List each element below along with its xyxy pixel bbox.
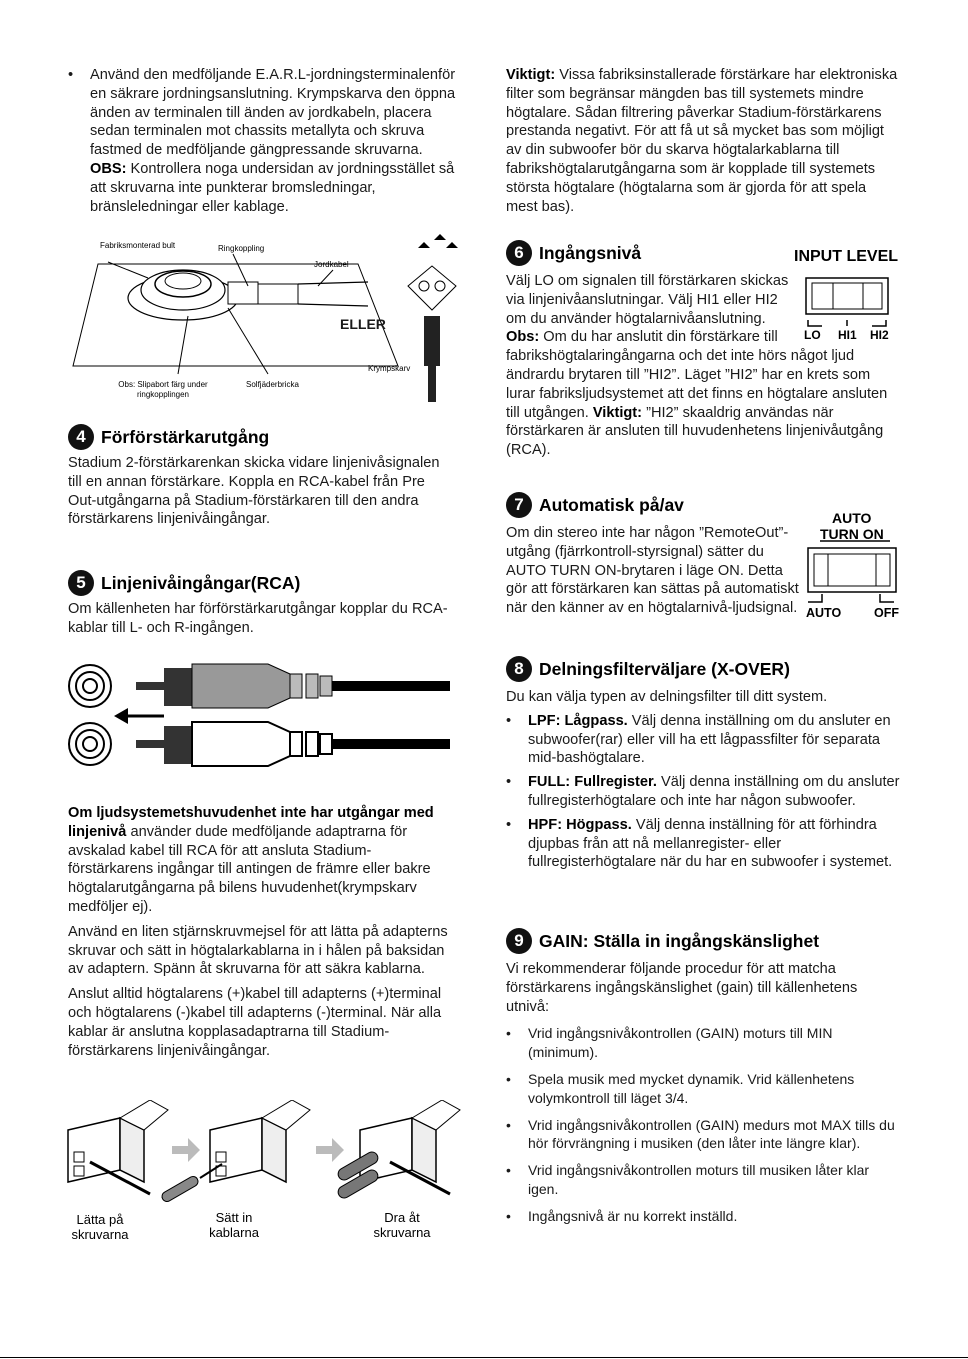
- section-4-body: Stadium 2-förstärkarenkan skicka vidare linjenivåsignalen till en annan förstärkare. Koppla en RCA-kabel från Pre Out-utgångarna på Stadium-förstärkaren till den andra förstärkarens linjenivåingångar.: [68, 455, 440, 528]
- page-bottom-rule: [0, 1357, 968, 1358]
- switch-title-auto: AUTO: [832, 510, 872, 526]
- auto-turn-on-switch: [806, 508, 904, 624]
- bullet-dot: •: [506, 712, 512, 729]
- bullet-dot: •: [506, 1162, 511, 1179]
- section-title: Automatisk på/av: [539, 494, 684, 515]
- label-ring: Ringkoppling: [218, 244, 265, 253]
- section-number: 8: [506, 656, 532, 682]
- bullet-item: [68, 66, 456, 216]
- section-title: Förförstärkarutgång: [101, 426, 270, 447]
- section-8: [506, 656, 902, 872]
- section-9-intro: Vi rekommenderar följande procedur för att matcha förstärkarens ingångskänslighet (gain) till källenhetens utnivå:: [506, 961, 858, 1015]
- bullet-dot: •: [68, 67, 74, 83]
- section-title: GAIN: Ställa in ingångskänslighet: [539, 930, 820, 951]
- important-note: [506, 66, 898, 216]
- gain-step: • Spela musik med mycket dynamik. Vrid källenhetens volymkontroll till läget 3/4.: [506, 1070, 855, 1106]
- adapter-p3: Anslut alltid högtalarens (+)kabel till adapterns (+)terminal och högtalarens (-)kabel till adapterns (-)terminal. När alla kablar är anslutna kopplasadaptrarna till Stadium-förstärkarens linjenivåingångar.: [68, 986, 442, 1059]
- section-4: [68, 424, 456, 529]
- section-title: Ingångsnivå: [539, 242, 642, 263]
- earl-text: Använd den medföljande E.A.R.L-jordningsterminalenför en säkrare jordningsanslutning. Krympskarva den öppna änden av terminalen till änden av jordkabeln, placera sedan terminalen mot chassits metallyta och skruva fastmed de medföljande gängpressande skruvarna. OBS: Kontrollera noga undersidan av jordningsstället så att skruvarna inte punkterar bromsledningar, bränsleledningar eller kablage.: [90, 67, 456, 215]
- important-text: Viktigt: Vissa fabriksinstallerade förstärkare har elektroniska filter som begränsar mängden bas till systemets mindre högtalare. Sådan filtrering påverkar Stadium-förstärkarens prestanda negativt. För att få ut så mycket bas som möjligt av din subwoofer bör du skarva högtalarkablarna till fabrikshögtalarutgångarna som är kopplade till systemets största högtalare (högtalarna som är gjorda för att spela mest bas).: [506, 67, 898, 215]
- section-4-heading: [68, 424, 456, 450]
- label-washer: Solfjäderbricka: [246, 380, 299, 389]
- section-5: [68, 570, 456, 638]
- switch-hi1: HI1: [838, 328, 857, 342]
- adapter-p1: Om ljudsystemetshuvudenhet inte har utgångar med linjenivå använder dude medföljande adaptrarna för avskalad kabel till RCA för att ansluta Stadium-förstärkarens ingångar till antingen de främre eller bakre högtalarutgångarna på bilens huvudenhet(krympskarv medföljer ej).: [68, 805, 434, 915]
- grounding-illustration: [68, 226, 468, 406]
- xover-item: • HPF: Högpass. Välj denna inställning för att förhindra djupbas från att nå mellanregister- eller fullregisterhögtalare när du har en subwoofer i systemet.: [506, 816, 893, 871]
- section-title: Delningsfilterväljare (X-OVER): [539, 658, 790, 679]
- switch-auto: AUTO: [806, 606, 842, 620]
- label-or: ELLER: [340, 316, 386, 332]
- adapter-steps: [60, 1100, 470, 1250]
- section-number: 4: [68, 424, 94, 450]
- xover-item: • LPF: Lågpass. Välj denna inställning om du ansluter en subwoofer(rar) eller vill ha ett lågpassfilter för separata mid-bashögtalare.: [506, 712, 891, 767]
- rca-diagram: [68, 656, 456, 776]
- label-paint-note: Obs: Slipabort färg under ringkopplingen: [118, 380, 208, 399]
- step-3-caption: Dra åt skruvarna: [373, 1210, 431, 1240]
- label-bolt: Fabriksmonterad bult: [100, 241, 176, 250]
- gain-step: • Vrid ingångsnivåkontrollen (GAIN) medurs mot MAX tills du hör förvrängning i musiken (den låter inte längre klar).: [506, 1116, 895, 1152]
- earl-bullet: [68, 66, 456, 216]
- gain-step: • Vrid ingångsnivåkontrollen (GAIN) moturs till MIN (minimum).: [506, 1025, 833, 1061]
- section-9: [506, 928, 902, 1226]
- section-number: 6: [506, 240, 532, 266]
- section-6-body1: Välj LO om signalen till förstärkaren skickas via linjenivåanslutningar. Välj HI1 eller HI2 om du använder högtalarnivåanslutning.: [506, 273, 789, 327]
- rca-illustration: [68, 656, 456, 776]
- switch-lo: LO: [804, 328, 821, 342]
- xover-item: • FULL: Fullregister. Välj denna inställning om du ansluter fullregisterhögtalare och inte har någon subwoofer.: [506, 774, 900, 809]
- label-crimp: Krympskarv: [368, 364, 411, 373]
- gain-step: • Vrid ingångsnivåkontrollen moturs till musiken låter klar igen.: [506, 1162, 870, 1197]
- section-9-heading: [506, 928, 902, 954]
- bullet-dot: •: [506, 1025, 511, 1042]
- adapter-1: [68, 1100, 168, 1194]
- adapter-text: [68, 804, 456, 1060]
- gain-step: • Ingångsnivå är nu korrekt inställd.: [506, 1207, 738, 1224]
- bullet-dot: •: [506, 774, 512, 791]
- section-5-heading: [68, 570, 456, 596]
- adapter-p2: Använd en liten stjärnskruvmejsel för att lätta på adapterns skruvar och sätt in högtalarkablarna in i hålen på baksidan av adaptern. Spänn åt skruvarna för att säkra kablarna.: [68, 923, 448, 978]
- step-2-caption: Sätt in kablarna: [209, 1210, 259, 1240]
- label-ground-cable: Jordkabel: [314, 260, 349, 269]
- adapter-3: [336, 1100, 460, 1200]
- section-number: 7: [506, 492, 532, 518]
- bullet-dot: •: [506, 1070, 511, 1087]
- section-7-body: Om din stereo inte har någon ”RemoteOut”-utgång (fjärrkontroll-styrsignal) sätter du AUTO TURN ON-brytaren i läge ON. Detta gör att förstärkaren kan sättas på automatiskt när den känner av en högtalarnivå-ljudsignal.: [506, 525, 799, 617]
- bullet-dot: •: [506, 1116, 511, 1133]
- switch-graphic: [806, 540, 904, 610]
- section-number: 5: [68, 570, 94, 596]
- switch-off: OFF: [874, 606, 899, 620]
- adapter-illustration: [60, 1100, 470, 1210]
- bullet-dot: •: [506, 816, 512, 833]
- section-number: 9: [506, 928, 532, 954]
- step-1-caption: Lätta på skruvarna: [71, 1212, 129, 1242]
- section-5-body: Om källenheten har förförstärkarutgångar kopplar du RCA-kablar till L- och R-ingången.: [68, 601, 448, 636]
- switch-hi2: HI2: [870, 328, 889, 342]
- grounding-diagram: [68, 226, 468, 406]
- switch-title-turn-on: TURN ON: [820, 526, 884, 542]
- bullet-dot: •: [506, 1207, 511, 1224]
- section-8-heading: [506, 656, 902, 682]
- section-8-intro: Du kan välja typen av delningsfilter till ditt system.: [506, 689, 828, 705]
- input-level-switch: [794, 246, 904, 346]
- section-title: Linjenivåingångar(RCA): [101, 572, 301, 593]
- switch-title: INPUT LEVEL: [794, 248, 899, 265]
- section-6-obs: Obs: Om du har anslutit din förstärkare till fabrikshögtalaringångarna och det inte hörs något ljud ändrardu brytaren till ”HI2”. Läget ”HI2” har en krets som lurar fabriksljudsystemet att det finns en högtalare ansluten till utgången. Viktigt: ”HI2” skaaldrig användas när förstärkaren är ansluten till huvudenhetens linjenivåutgång (RCA).: [506, 329, 888, 459]
